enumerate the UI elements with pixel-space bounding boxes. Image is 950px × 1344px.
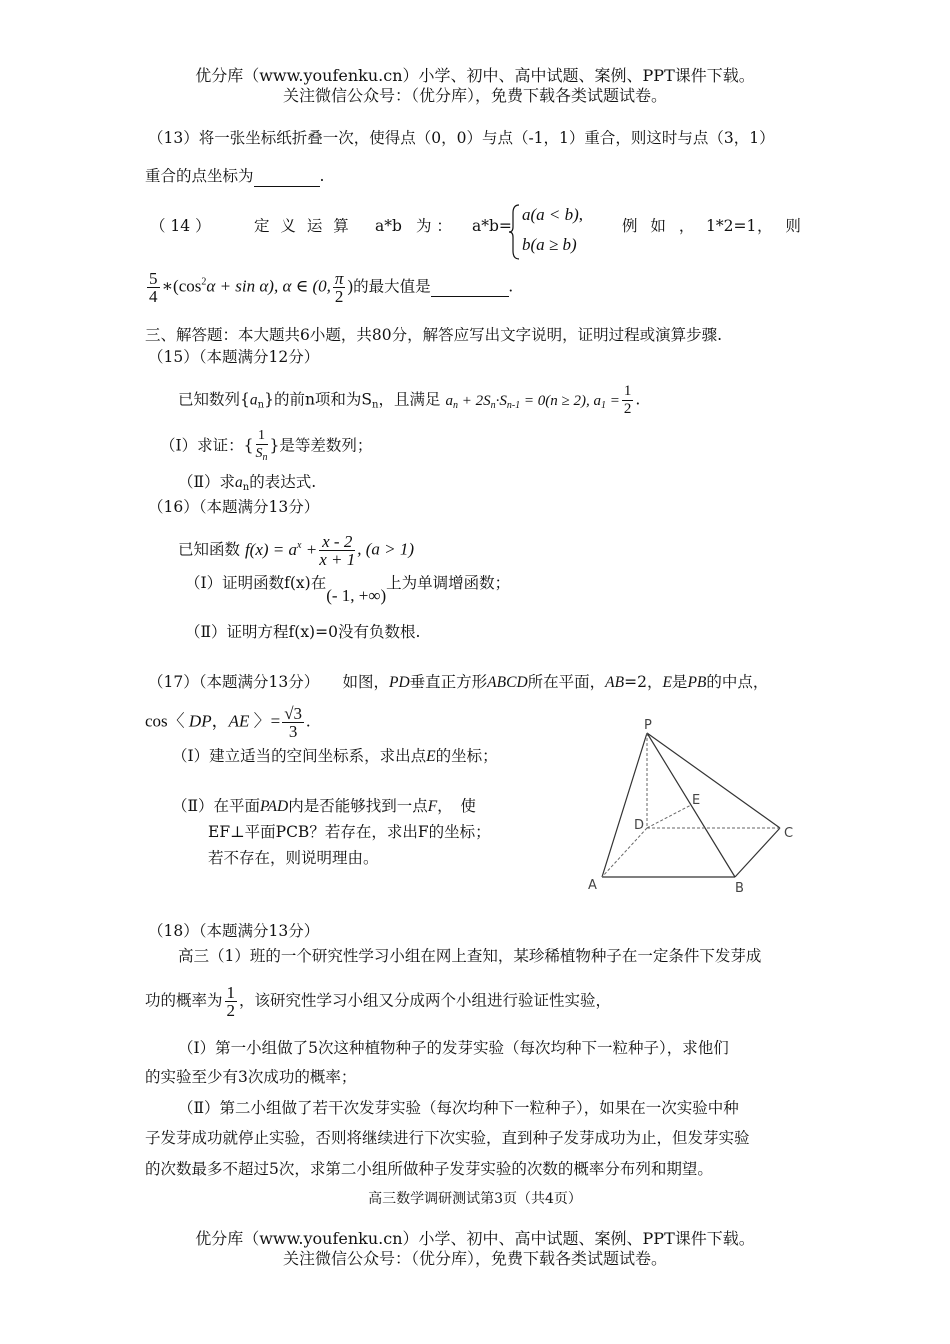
q18-line-1: 高三（1）班的一个研究性学习小组在网上查知，某珍稀植物种子在一定条件下发芽成 [178,947,762,965]
q16-part-1: （Ⅰ）证明函数f(x)在(- 1, +∞)上为单调增函数； [185,574,511,605]
label-E: E [692,793,701,808]
footer-line-2: 关注微信公众号：（优分库），免费下载各类试题试卷。 [282,1249,667,1268]
q16-heading: （16）（本题满分13分） [148,498,320,516]
q18-part-1-line-1: （Ⅰ）第一小组做了5次这种植物种子的发芽实验（每次均种下一粒种子），求他们 [178,1039,729,1057]
header-line-1: 优分库（www.youfenku.cn）小学、初中、高中试题、案例、PPT课件下载。 [195,66,755,85]
q18-line-2: 功的概率为 $\frac{1}{2}$ ，该研究性学习小组又分成两个小组进行验证性实验， [145,983,612,1020]
q18-part-2-line-3: 的次数最多不超过5次，求第二小组所做种子发芽实验的次数的概率分布列和期望。 [145,1160,713,1178]
section-3-title: 三、解答题：本大题共6小题，共80分，解答应写出文字说明，证明过程或演算步骤. [145,326,723,344]
edge-BC [735,828,780,877]
q18-part-2-line-1: （Ⅱ）第二小组做了若干次发芽实验（每次均种下一粒种子），如果在一次实验中种 [178,1099,739,1117]
q14-case-2: b(a ≥ b) [522,235,577,254]
edge-PB [647,733,735,877]
q14-text-2: 为 ： [416,217,452,235]
edge-PA [602,733,647,877]
q18-part-1-line-2: 的实验至少有3次成功的概率； [145,1068,357,1086]
q17-stem: （17）（本题满分13分） 如图，PD垂直正方形ABCD所在平面，AB=2，E是PB的中点， [148,673,769,691]
q16-part-2: （Ⅱ）证明方程f(x)=0没有负数根. [185,623,421,641]
q15-stem: 已知数列$\{a_n\}$的前n项和为$S_n$，且满足 $a_n + 2S_n\cdot S_{n-1} = 0(n \ge 2)$, $a_1$ = $\frac{1}{2}$ . [178,383,641,417]
label-C: C [784,826,794,841]
label-P: P [644,718,652,733]
q14-case-1: a(a < b), [522,205,584,224]
q15-heading: （15）（本题满分12分） [148,348,320,366]
q14-number: （ 14 ） [150,217,211,235]
q17-part-1: （Ⅰ）建立适当的空间坐标系，求出点E的坐标； [172,747,498,765]
footer-line-1: 优分库（www.youfenku.cn）小学、初中、高中试题、案例、PPT课件下载。 [195,1229,755,1248]
q14-brace [507,203,521,261]
q14-text-3: 例 如 ， [622,217,699,235]
q14-ab: a*b [375,217,402,235]
q14-answer-blank [431,276,509,297]
label-A: A [588,878,597,893]
label-B: B [735,881,744,896]
q14-text-4: ， 则 [757,217,805,235]
q14-expression: $\frac{5}{4}$ $∗(\cos^2\alpha + \sin \alpha)$, α ∈ (0, $\frac{\pi}{2}$ )的最大值是 . [149,269,513,306]
q17-part-2-line-2: EF⊥平面PCB？若存在，求出F的坐标； [208,823,491,841]
q17-part-2-line-3: 若不存在，则说明理由。 [208,849,379,867]
q14-def: a*b= [472,217,512,235]
label-D: D [634,818,645,833]
page-number: 高三数学调研测试第3页（共4页） [368,1191,582,1207]
q13-line-1: （13）将一张坐标纸折叠一次，使得点（0，0）与点（-1，1）重合，则这时与点（3，1） [148,129,775,147]
q15-part-2: （Ⅱ）求$a_n$的表达式. [178,473,317,493]
q13-answer-blank [254,166,320,187]
q17-part-2-line-1: （Ⅱ）在平面PAD内是否能够找到一点F， 使 [172,797,476,815]
q17-cos-condition: cos〈 DP，AE 〉= $\frac{√3}{3}$ . [145,704,311,741]
header-line-2: 关注微信公众号：（优分库），免费下载各类试题试卷。 [282,86,667,105]
q14-example: 1*2=1 [706,217,757,235]
q16-stem: 已知函数 $f(x) = a^x$ + $\frac{x - 2}{x + 1}$ , (a > 1) [178,532,415,569]
q14-text-1: 定 义 运 算 [254,217,352,235]
q18-part-2-line-2: 子发芽成功就停止实验，否则将继续进行下次实验，直到种子发芽成功为止，但发芽实验 [145,1129,750,1147]
q13-line-2: 重合的点坐标为 . [145,167,325,185]
q15-part-1: （Ⅰ）求证：{ $\frac{1}{S_n}$ }是等差数列； [160,428,373,463]
edge-DA [602,828,647,877]
edge-DE [647,805,691,828]
edge-PC [647,733,780,828]
pyramid-figure [580,712,810,898]
q18-heading: （18）（本题满分13分） [148,922,320,940]
